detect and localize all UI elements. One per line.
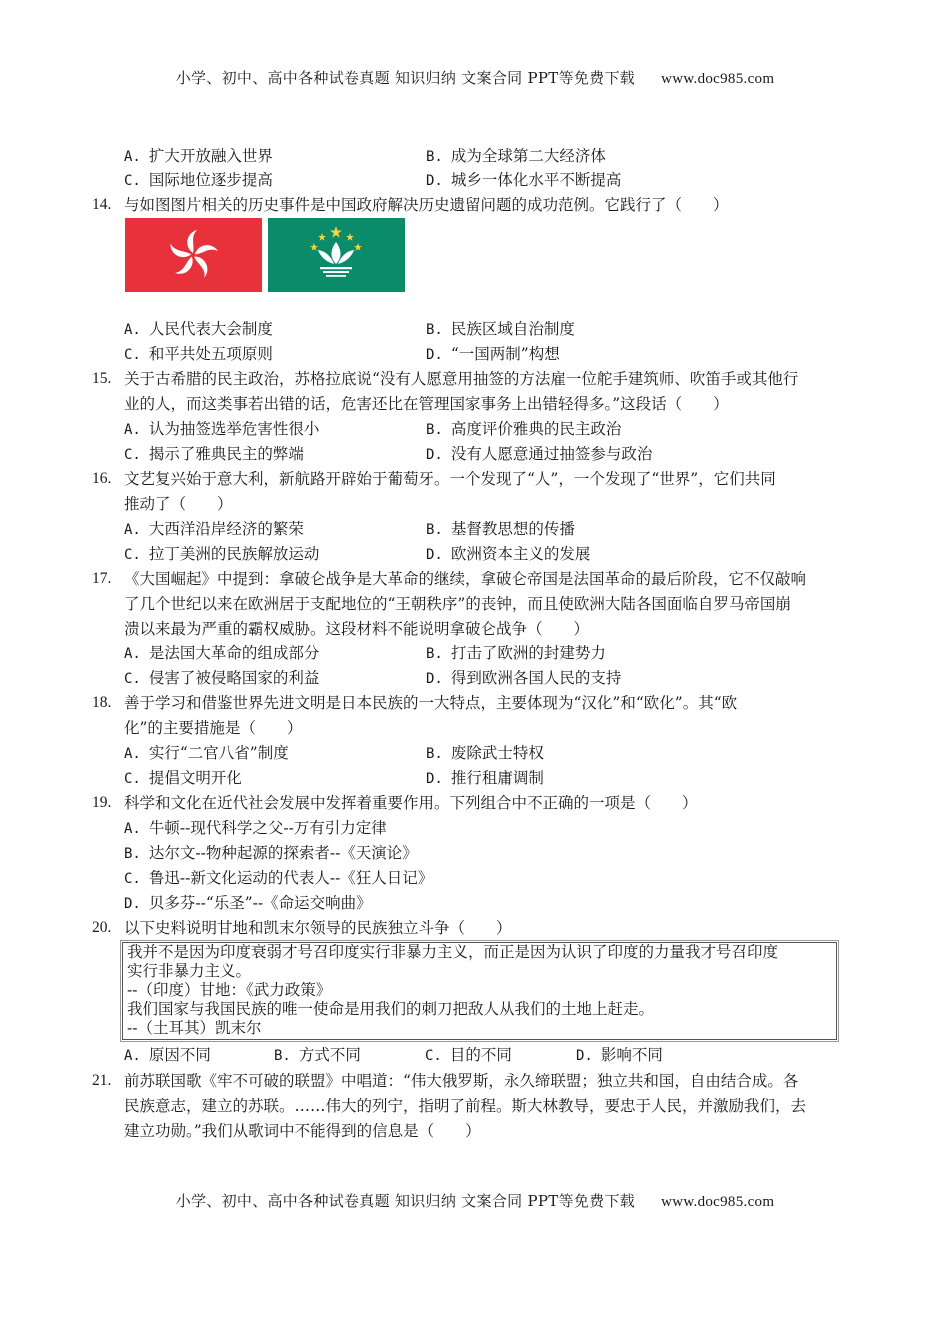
q20-option-a[interactable]: A. 原因不同 bbox=[124, 1046, 211, 1064]
q16-option-a[interactable]: A. 大西洋沿岸经济的繁荣 bbox=[124, 520, 304, 538]
q17-number: 17. bbox=[92, 570, 112, 587]
q15-line-2: 业的人，而这类事若出错的话，危害还比在管理国家事务上出错轻得多。”这段话（ ） bbox=[124, 395, 729, 413]
q18-option-d[interactable]: D. 推行租庸调制 bbox=[426, 769, 544, 787]
q19-option-d[interactable]: D. 贝多芬--“乐圣”--《命运交响曲》 bbox=[124, 894, 372, 912]
header-site-link[interactable]: www.doc985.com bbox=[661, 71, 775, 87]
q16-line-1: 文艺复兴始于意大利，新航路开辟始于葡萄牙。一个发现了“人”，一个发现了“世界”，它们共同 bbox=[124, 470, 776, 488]
q15-option-a[interactable]: A. 认为抽签选举危害性很小 bbox=[124, 420, 320, 438]
q19-option-a[interactable]: A. 牛顿--现代科学之父--万有引力定律 bbox=[124, 819, 387, 837]
q13-option-a[interactable]: A. 扩大开放融入世界 bbox=[124, 147, 273, 165]
q17-option-b[interactable]: B. 打击了欧洲的封建势力 bbox=[426, 644, 606, 662]
q21-line-2: 民族意志，建立的苏联。……伟大的列宁，指明了前程。斯大林教导，要忠于人民，并激励我们，去 bbox=[124, 1097, 807, 1115]
q19-option-c[interactable]: C. 鲁迅--新文化运动的代表人--《狂人日记》 bbox=[124, 869, 434, 887]
q15-option-b[interactable]: B. 高度评价雅典的民主政治 bbox=[426, 420, 622, 438]
q14-line-1: 与如图图片相关的历史事件是中国政府解决历史遗留问题的成功范例。它践行了（ ） bbox=[124, 196, 729, 214]
q14-option-a[interactable]: A. 人民代表大会制度 bbox=[124, 320, 273, 338]
q17-line-3: 溃以来最为严重的霸权威胁。这段材料不能说明拿破仑战争（ ） bbox=[124, 620, 590, 638]
bauhinia-petal bbox=[187, 230, 197, 253]
q13-option-c[interactable]: C. 国际地位逐步提高 bbox=[124, 171, 273, 189]
q18-option-a[interactable]: A. 实行“二官八省”制度 bbox=[124, 744, 289, 762]
q16-option-b[interactable]: B. 基督教思想的传播 bbox=[426, 520, 575, 538]
q20-material-source-2: --（土耳其）凯末尔 bbox=[127, 1019, 262, 1037]
macau-flag-image bbox=[268, 218, 405, 292]
q15-number: 15. bbox=[92, 370, 112, 387]
q14-option-c[interactable]: C. 和平共处五项原则 bbox=[124, 345, 273, 363]
q20-number: 20. bbox=[92, 919, 112, 936]
q20-line-1: 以下史料说明甘地和凯末尔领导的民族独立斗争（ ） bbox=[124, 919, 512, 937]
q13-option-d[interactable]: D. 城乡一体化水平不断提高 bbox=[426, 171, 622, 189]
q18-line-1: 善于学习和借鉴世界先进文明是日本民族的一大特点，主要体现为“汉化”和“欧化”。其“欧 bbox=[124, 694, 738, 712]
q13-option-b[interactable]: B. 成为全球第二大经济体 bbox=[426, 147, 606, 165]
q20-material-line-2: 实行非暴力主义。 bbox=[127, 962, 252, 980]
footer-site-link[interactable]: www.doc985.com bbox=[661, 1194, 775, 1210]
q21-number: 21. bbox=[92, 1072, 112, 1089]
q14-number: 14. bbox=[92, 196, 112, 213]
q16-option-c[interactable]: C. 拉丁美洲的民族解放运动 bbox=[124, 545, 320, 563]
q17-option-a[interactable]: A. 是法国大革命的组成部分 bbox=[124, 644, 320, 662]
hong-kong-flag-image bbox=[125, 218, 262, 292]
q21-line-1: 前苏联国歌《牢不可破的联盟》中唱道：“伟大俄罗斯，永久缔联盟；独立共和国，自由结合成。各 bbox=[124, 1072, 799, 1090]
q19-option-b[interactable]: B. 达尔文--物种起源的探索者--《天演论》 bbox=[124, 844, 418, 862]
q15-line-1: 关于古希腊的民主政治，苏格拉底说“没有人愿意用抽签的方法雇一位舵手建筑师、吹笛手或其他行 bbox=[124, 370, 799, 388]
header-text: 小学、初中、高中各种试卷真题 知识归纳 文案合同 PPT等免费下载 bbox=[175, 69, 636, 87]
q20-option-c[interactable]: C. 目的不同 bbox=[425, 1046, 512, 1064]
q17-option-c[interactable]: C. 侵害了被侵略国家的利益 bbox=[124, 669, 320, 687]
footer-text: 小学、初中、高中各种试卷真题 知识归纳 文案合同 PPT等免费下载 bbox=[175, 1192, 636, 1210]
q18-line-2: 化”的主要措施是（ ） bbox=[124, 719, 303, 737]
q17-option-d[interactable]: D. 得到欧洲各国人民的支持 bbox=[426, 669, 622, 687]
q17-line-1: 《大国崛起》中提到：拿破仑战争是大革命的继续，拿破仑帝国是法国革命的最后阶段，它不仅敲响 bbox=[124, 570, 807, 588]
q20-material-source-1: --（印度）甘地：《武力政策》 bbox=[127, 981, 332, 999]
q20-material-line-3: 我们国家与我国民族的唯一使命是用我们的刺刀把敌人从我们的土地上赶走。 bbox=[127, 1000, 655, 1018]
q18-number: 18. bbox=[92, 694, 112, 711]
q19-number: 19. bbox=[92, 794, 112, 811]
q17-line-2: 了几个世纪以来在欧洲居于支配地位的“王朝秩序”的丧钟，而且使欧洲大陆各国面临自罗马帝国崩 bbox=[124, 595, 791, 613]
q16-option-d[interactable]: D. 欧洲资本主义的发展 bbox=[426, 545, 591, 563]
q16-number: 16. bbox=[92, 470, 112, 487]
q16-line-2: 推动了（ ） bbox=[124, 495, 233, 513]
q15-option-c[interactable]: C. 揭示了雅典民主的弊端 bbox=[124, 445, 304, 463]
q18-option-c[interactable]: C. 提倡文明开化 bbox=[124, 769, 242, 787]
q20-option-d[interactable]: D. 影响不同 bbox=[576, 1046, 663, 1064]
q19-line-1: 科学和文化在近代社会发展中发挥着重要作用。下列组合中不正确的一项是（ ） bbox=[124, 794, 698, 812]
q18-option-b[interactable]: B. 废除武士特权 bbox=[426, 744, 544, 762]
q14-option-b[interactable]: B. 民族区域自治制度 bbox=[426, 320, 575, 338]
q20-material-box bbox=[122, 942, 837, 1040]
q20-option-b[interactable]: B. 方式不同 bbox=[274, 1046, 361, 1064]
q21-line-3: 建立功勋。”我们从歌词中不能得到的信息是（ ） bbox=[124, 1122, 481, 1140]
q14-option-d[interactable]: D. “一国两制”构想 bbox=[426, 345, 560, 363]
q15-option-d[interactable]: D. 没有人愿意通过抽签参与政治 bbox=[426, 445, 653, 463]
q20-material-line-1: 我并不是因为印度衰弱才号召印度实行非暴力主义，而正是因为认识了印度的力量我才号召印度 bbox=[127, 943, 779, 961]
page-footer bbox=[0, 1191, 950, 1212]
